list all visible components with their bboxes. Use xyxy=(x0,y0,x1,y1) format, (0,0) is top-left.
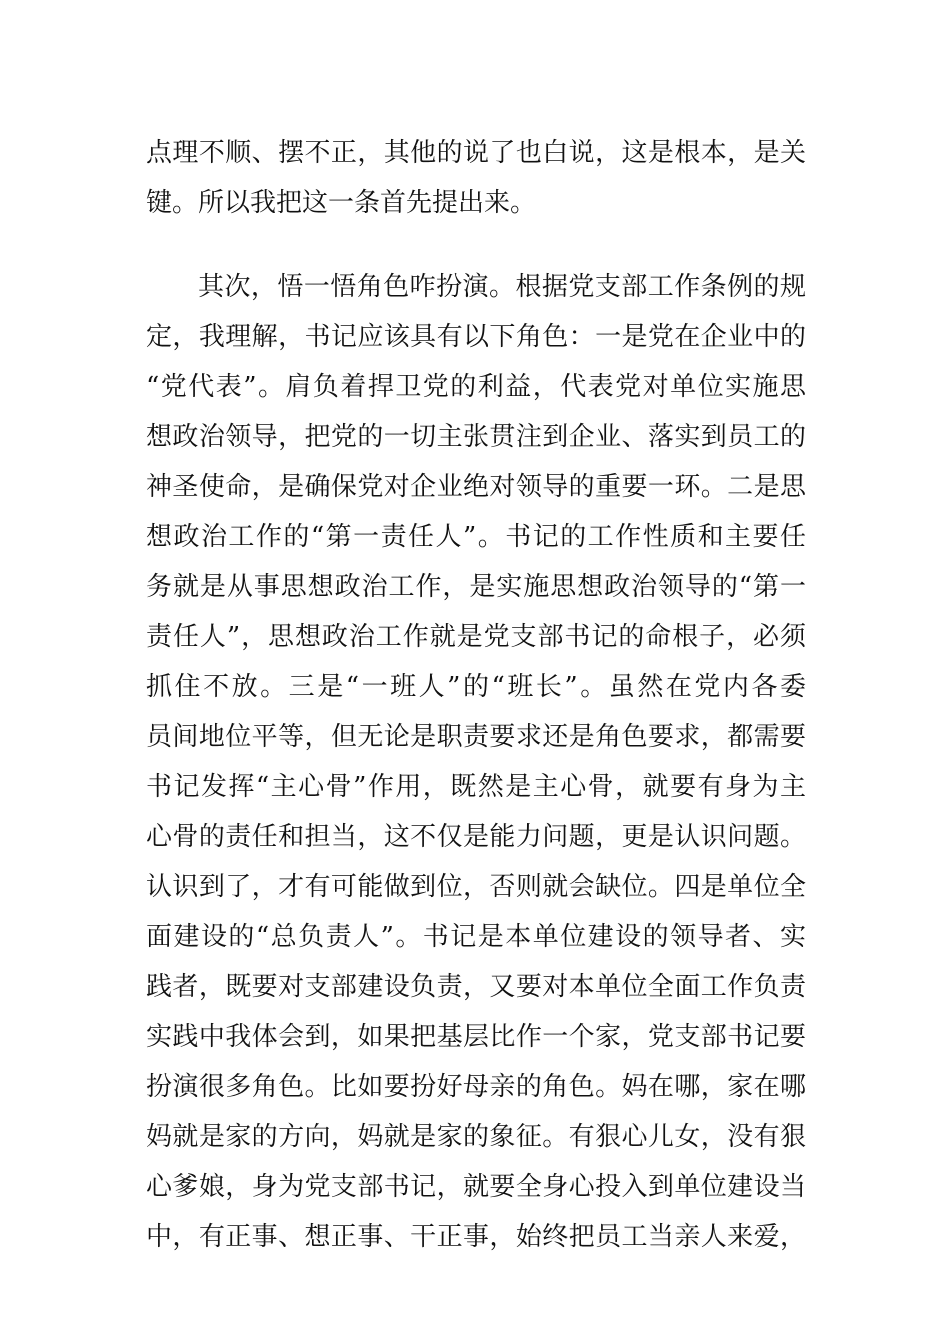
text-line: 想政治领导，把党的一切主张贯注到企业、落实到员工的 xyxy=(146,422,806,452)
text-line: 员间地位平等，但无论是职责要求还是角色要求，都需要 xyxy=(146,722,806,752)
text-line: 认识到了，才有可能做到位，否则就会缺位。四是单位全 xyxy=(146,872,806,902)
text-line: 面建设的“总负责人”。书记是本单位建设的领导者、实 xyxy=(146,922,806,952)
text-line: 务就是从事思想政治工作，是实施思想政治领导的“第一 xyxy=(146,572,806,602)
text-line: 心骨的责任和担当，这不仅是能力问题，更是认识问题。 xyxy=(146,822,806,852)
text-line: 键。所以我把这一条首先提出来。 xyxy=(146,188,537,218)
text-line: 抓住不放。三是“一班人”的“班长”。虽然在党内各委 xyxy=(146,672,806,702)
text-line: 点理不顺、摆不正，其他的说了也白说，这是根本，是关 xyxy=(146,138,806,168)
text-line: 心爹娘，身为党支部书记，就要全身心投入到单位建设当 xyxy=(146,1172,806,1202)
text-line: 其次，悟一悟角色咋扮演。根据党支部工作条例的规 xyxy=(198,272,806,302)
text-line: 神圣使命，是确保党对企业绝对领导的重要一环。二是思 xyxy=(146,472,806,502)
text-line: 书记发挥“主心骨”作用，既然是主心骨，就要有身为主 xyxy=(146,772,806,802)
text-line: “党代表”。肩负着捍卫党的利益，代表党对单位实施思 xyxy=(146,372,806,402)
text-line: 践者，既要对支部建设负责，又要对本单位全面工作负责 xyxy=(146,972,806,1002)
body-text xyxy=(146,128,806,1262)
text-line: 责任人”，思想政治工作就是党支部书记的命根子，必须 xyxy=(146,622,806,652)
text-line: 定，我理解，书记应该具有以下角色：一是党在企业中的 xyxy=(146,322,806,352)
text-line: 实践中我体会到，如果把基层比作一个家，党支部书记要 xyxy=(146,1022,806,1052)
text-line: 中，有正事、想正事、干正事，始终把员工当亲人来爱， xyxy=(146,1222,806,1252)
paragraph-spacer xyxy=(146,228,806,262)
text-line: 想政治工作的“第一责任人”。书记的工作性质和主要任 xyxy=(146,522,806,552)
text-line: 妈就是家的方向，妈就是家的象征。有狠心儿女，没有狠 xyxy=(146,1122,806,1152)
text-line: 扮演很多角色。比如要扮好母亲的角色。妈在哪，家在哪 xyxy=(146,1072,806,1102)
